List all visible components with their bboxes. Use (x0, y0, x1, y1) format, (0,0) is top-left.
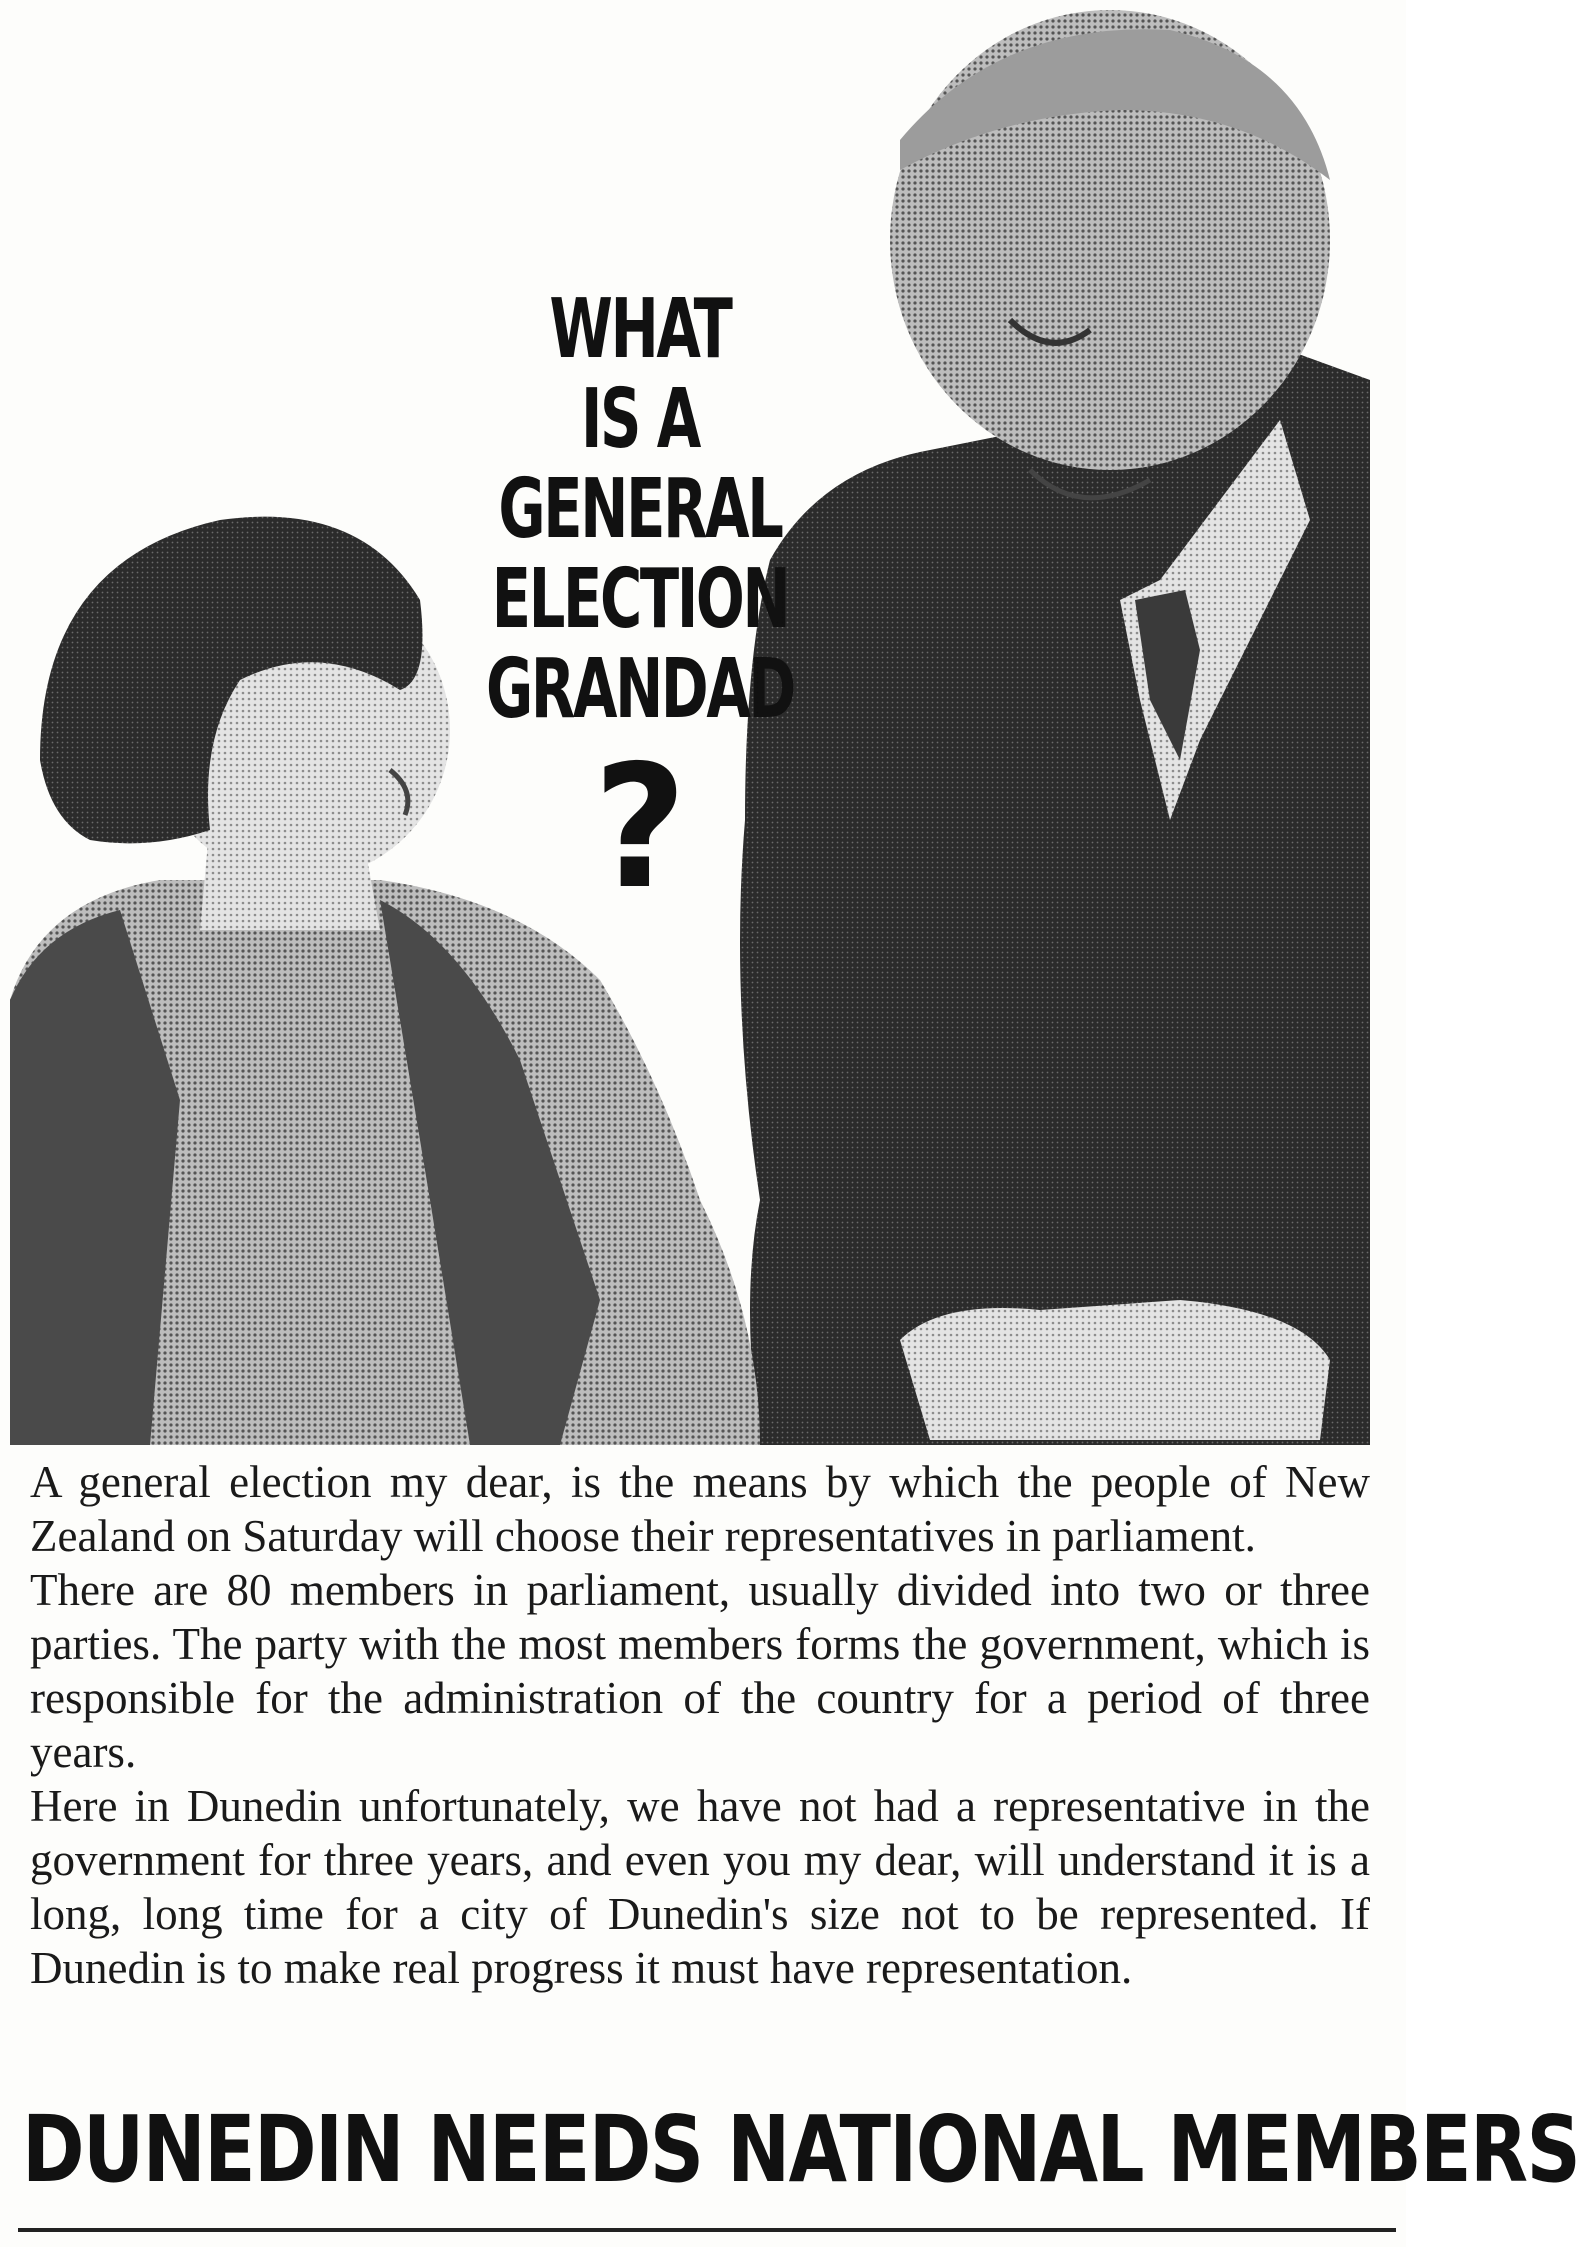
body-paragraph: A general election my dear, is the means by which the people of New Zealand on Saturday will choose their representatives in parliament. (30, 1457, 1370, 1561)
body-copy (30, 1455, 1370, 1995)
headline-line: IS A (580, 372, 700, 467)
headline (430, 282, 850, 927)
body-paragraph: There are 80 members in parliament, usually divided into two or three parties. The party with the most members forms the government, which is responsible for the administration of the country for a period of three years. (30, 1565, 1370, 1777)
bottom-rule (18, 2228, 1396, 2232)
body-paragraph: Here in Dunedin unfortunately, we have not had a representative in the government for three years, and even you my dear, will understand it is a long, long time for a city of Dunedin's size not to be represented. If Dunedin is to make real progress it must have representation. (30, 1781, 1370, 1993)
slogan: DUNEDIN NEEDS NATIONAL MEMBERS (22, 2096, 1579, 2203)
headline-line: WHAT (549, 282, 731, 377)
question-mark: ? (593, 729, 687, 927)
headline-line: ELECTION (491, 552, 789, 647)
grandfather-hands (900, 1300, 1330, 1440)
headline-line: GENERAL (498, 462, 782, 557)
headline-line: GRANDAD (486, 642, 794, 737)
